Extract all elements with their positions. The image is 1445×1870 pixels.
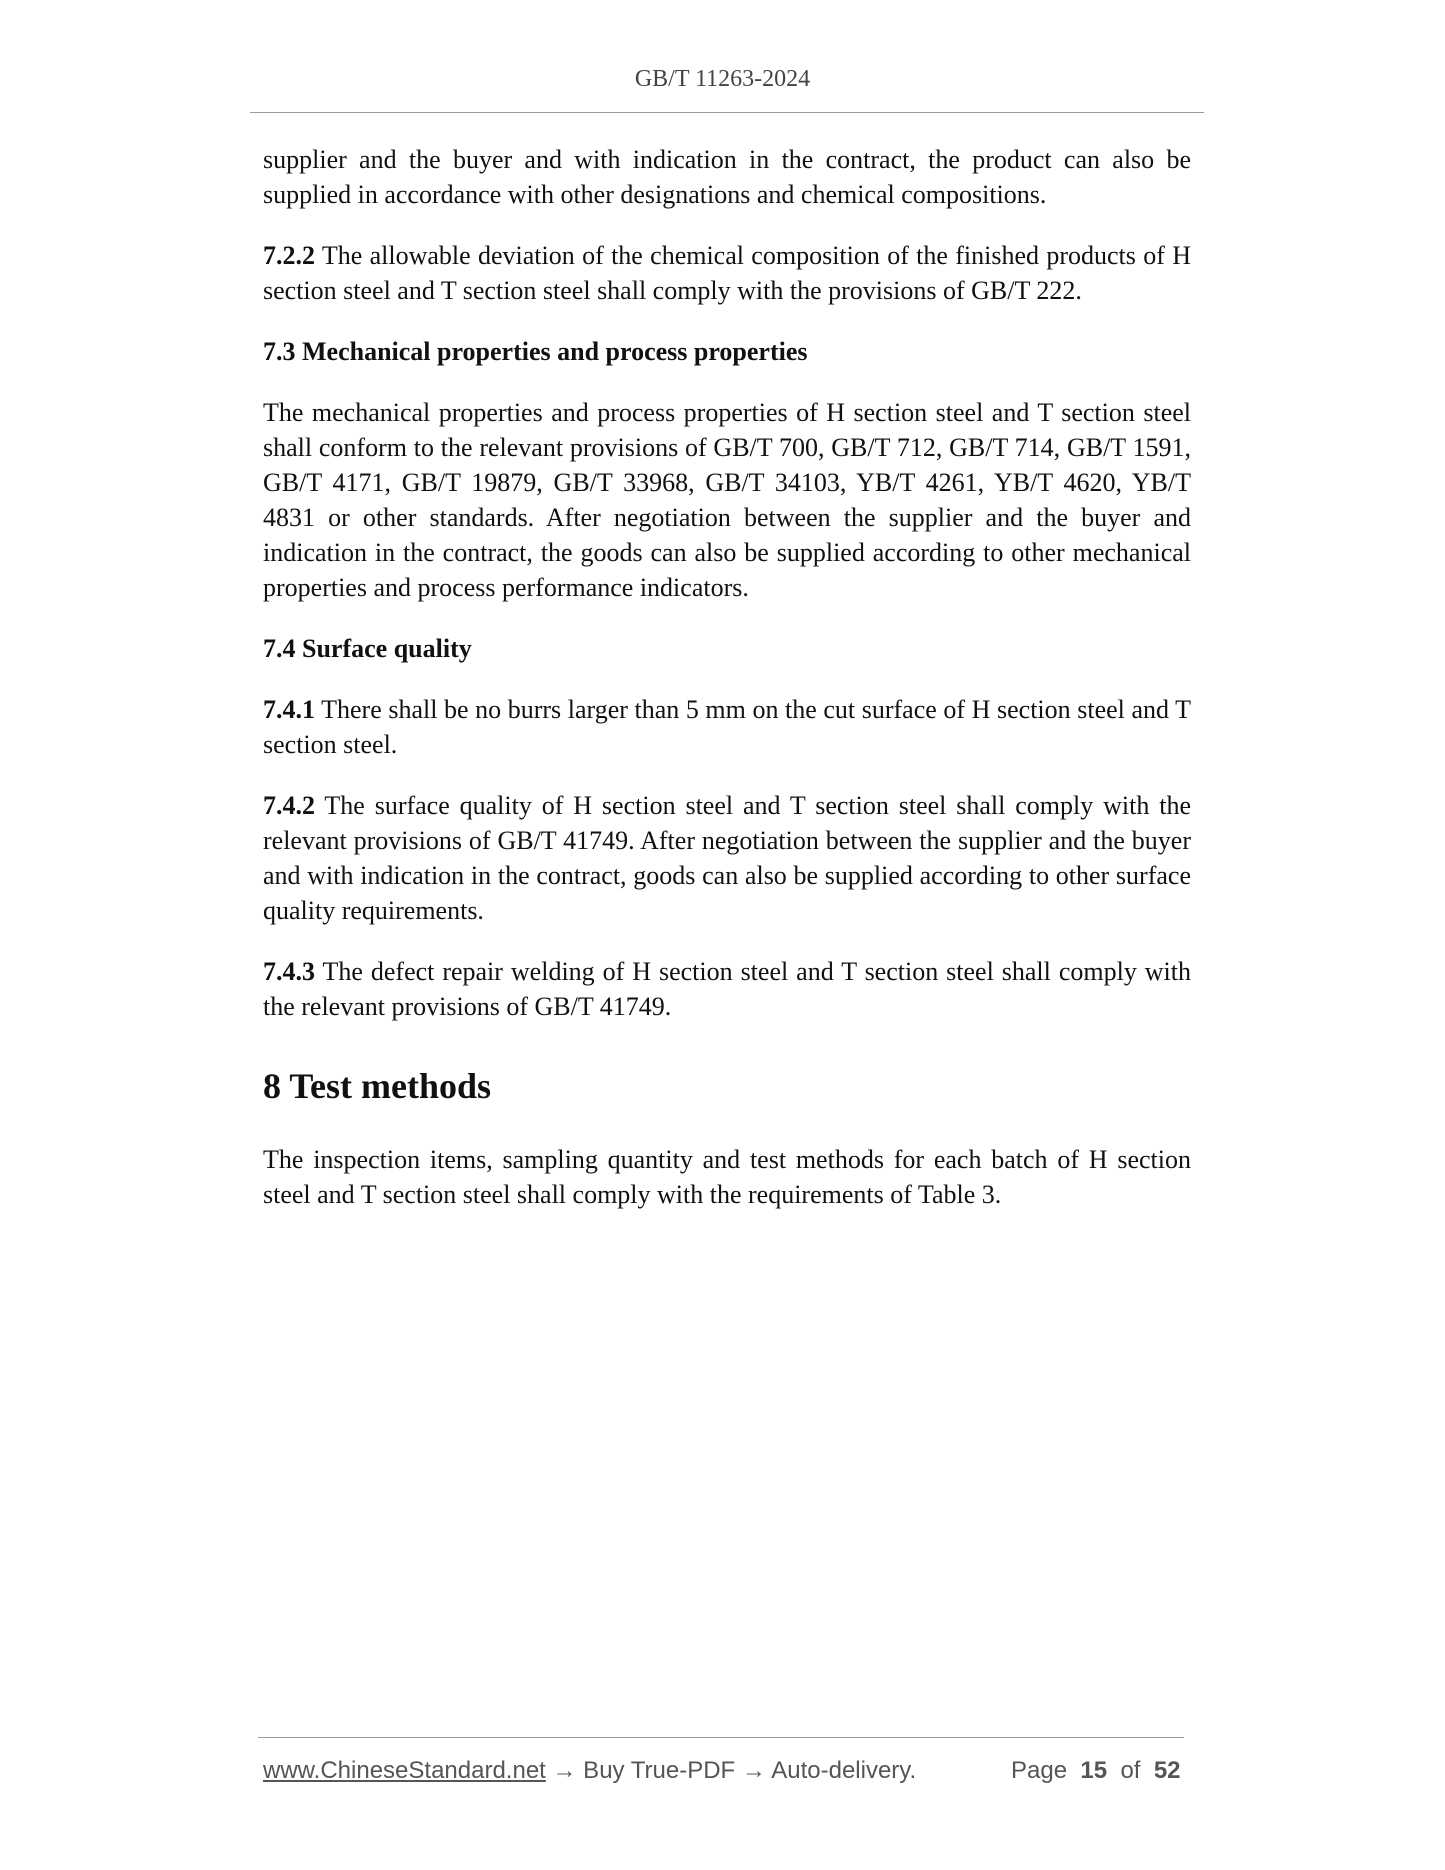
- clause-number: 7.2.2: [263, 241, 315, 270]
- paragraph-8: The inspection items, sampling quantity and test methods for each batch of H section steel and T section steel shall comply with the requirements of Table 3.: [263, 1145, 1191, 1209]
- page-label: Page: [1011, 1757, 1068, 1784]
- clause-number: 7.4.3: [263, 957, 315, 986]
- section-heading-7-3: 7.3 Mechanical properties and process properties: [263, 337, 808, 366]
- continuation-paragraph: supplier and the buyer and with indication in the contract, the product can also be supplied in accordance with other designations and chemical compositions.: [263, 145, 1191, 209]
- paragraph-7-3: The mechanical properties and process properties of H section steel and T section steel shall conform to the relevant provisions of GB/T 700, GB/T 712, GB/T 714, GB/T 1591, GB/T 4171, GB/T 19879, GB/T 33968, GB/T 34103, YB/T 4261, YB/T 4620, YB/T 4831 or other standards. After negotiation between the supplier and the buyer and indication in the contract, the goods can also be supplied according to other mechanical properties and process performance indicators.: [263, 398, 1191, 602]
- footer-divider: [258, 1737, 1184, 1738]
- page-total: 52: [1153, 1757, 1181, 1784]
- page-indicator: [1011, 1756, 1181, 1786]
- of-label: of: [1120, 1757, 1141, 1784]
- header-divider: [250, 112, 1204, 113]
- clause-text: The surface quality of H section steel and T section steel shall comply with the relevant provisions of GB/T 41749. After negotiation between the supplier and the buyer and with indication in the contract, goods can also be supplied according to other surface quality requirements.: [263, 791, 1191, 925]
- website-link[interactable]: www.ChineseStandard.net: [263, 1757, 546, 1784]
- clause-text: There shall be no burrs larger than 5 mm on the cut surface of H section steel and T section steel.: [263, 695, 1191, 759]
- clause-7-4-1: [263, 692, 1191, 762]
- clause-text: The defect repair welding of H section steel and T section steel shall comply with the relevant provisions of GB/T 41749.: [263, 957, 1191, 1021]
- chapter-heading-8: 8 Test methods: [263, 1066, 492, 1106]
- clause-number: 7.4.1: [263, 695, 315, 724]
- clause-7-4-3: [263, 954, 1191, 1024]
- clause-text: The allowable deviation of the chemical composition of the finished products of H section steel and T section steel shall comply with the provisions of GB/T 222.: [263, 241, 1191, 305]
- promo-text: → Buy True-PDF → Auto-delivery.: [545, 1757, 917, 1784]
- clause-7-2-2: [263, 238, 1191, 308]
- clause-number: 7.4.2: [263, 791, 315, 820]
- footer-promo: [263, 1756, 916, 1786]
- page-body: [263, 142, 1191, 1238]
- section-heading-7-4: 7.4 Surface quality: [263, 634, 472, 663]
- running-header: GB/T 11263-2024: [634, 66, 811, 92]
- clause-7-4-2: [263, 788, 1191, 928]
- page-current: 15: [1080, 1757, 1108, 1784]
